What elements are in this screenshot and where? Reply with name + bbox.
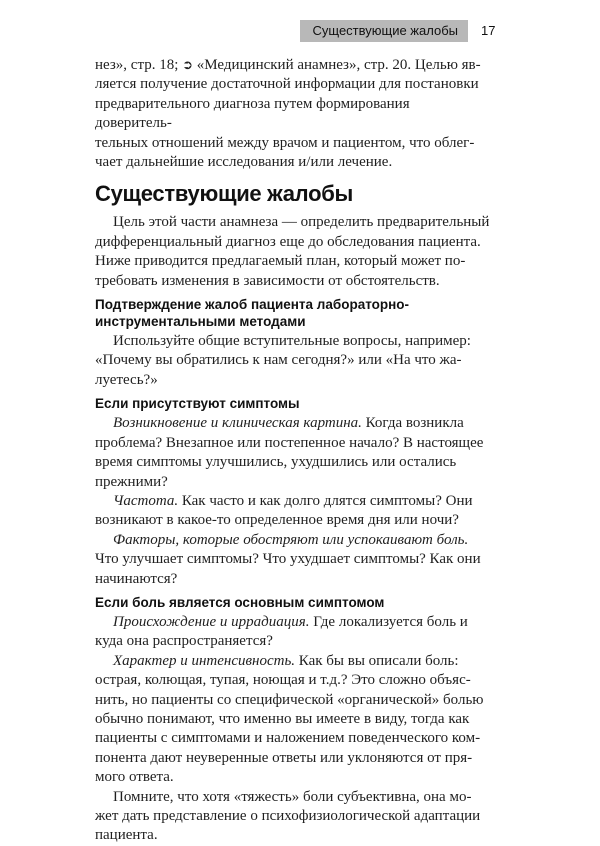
factors-paragraph (95, 531, 490, 589)
character-term: Характер и интенсивность. (113, 652, 296, 669)
frequency-paragraph (95, 492, 490, 531)
onset-text: Когда возникла проблема? Внезапное или постепенное начало? В настоящее время симптомы улучшились, ухудшились или остались прежними? (95, 415, 484, 490)
symptoms-heading: Если присутствуют симптомы (95, 396, 300, 412)
character-paragraph (95, 652, 490, 788)
section-lead-paragraph: Цель этой части анамнеза — определить предварительный дифференциальный диагноз еще до обследования пациента. Ниже приводится предлагаемый план, который может по- требовать изменения в зависимости от обстоятельств. (95, 214, 490, 289)
origin-paragraph (95, 613, 490, 652)
pain-heading: Если боль является основным симптомом (95, 594, 385, 610)
confirm-complaints-paragraph: Используйте общие вступительные вопросы, например: «Почему вы обратились к нам сегодня?» или «На что жа- луетесь?» (95, 333, 471, 388)
section-title: Существующие жалобы (95, 181, 353, 207)
intro-text-rest: «Медицинский анамнез», стр. 20. Целью яв- ляется получение достаточной информации для постановки предварительного диагноза путем формирования доверитель- тельных отношений между врачом и пациентом, что облег- чает дальнейшие исследования и/или лечение. (95, 57, 481, 171)
intro-paragraph (95, 56, 490, 172)
closing-paragraph: Помните, что хотя «тяжесть» боли субъективна, она мо- жет дать представление о психофизиологической адаптации пациента. (95, 788, 481, 844)
frequency-text: Как часто и как долго длятся симптомы? Они возникают в какое-то определенное время дня или ночи? (95, 492, 473, 529)
page-number: 17 (481, 23, 496, 38)
confirm-complaints-heading: Подтверждение жалоб пациента лабораторно- инструментальными методами (95, 297, 410, 330)
origin-term: Происхождение и иррадиация. (113, 613, 310, 630)
right-arrow-reference-icon: ➲ (182, 58, 194, 73)
character-text: Как бы вы описали боль: острая, колющая, тупая, ноющая и т.д.? Это сложно объяс- нить, но пациенты со специфической «органической» болью обычно понимают, что именно вы имеете в виду, тогда как пациенты с симптомами и наложением поведенческого ком- понента дают неуверенные ответы или уклоняются от пря- мого ответа. (95, 652, 484, 786)
onset-term: Возникновение и клиническая картина. (113, 415, 362, 432)
origin-text: Где локализуется боль и куда она распространяется? (95, 613, 468, 650)
running-header-title: Существующие жалобы (300, 20, 468, 42)
page-body (95, 56, 490, 846)
factors-term: Факторы, которые обостряют или успокаивают боль. (113, 531, 469, 548)
frequency-term: Частота. (113, 492, 179, 509)
onset-paragraph (95, 414, 490, 492)
factors-text: Что улучшает симптомы? Что ухудшает симптомы? Как они начинаются? (95, 551, 481, 587)
intro-text-start: нез», стр. 18; (95, 57, 183, 73)
